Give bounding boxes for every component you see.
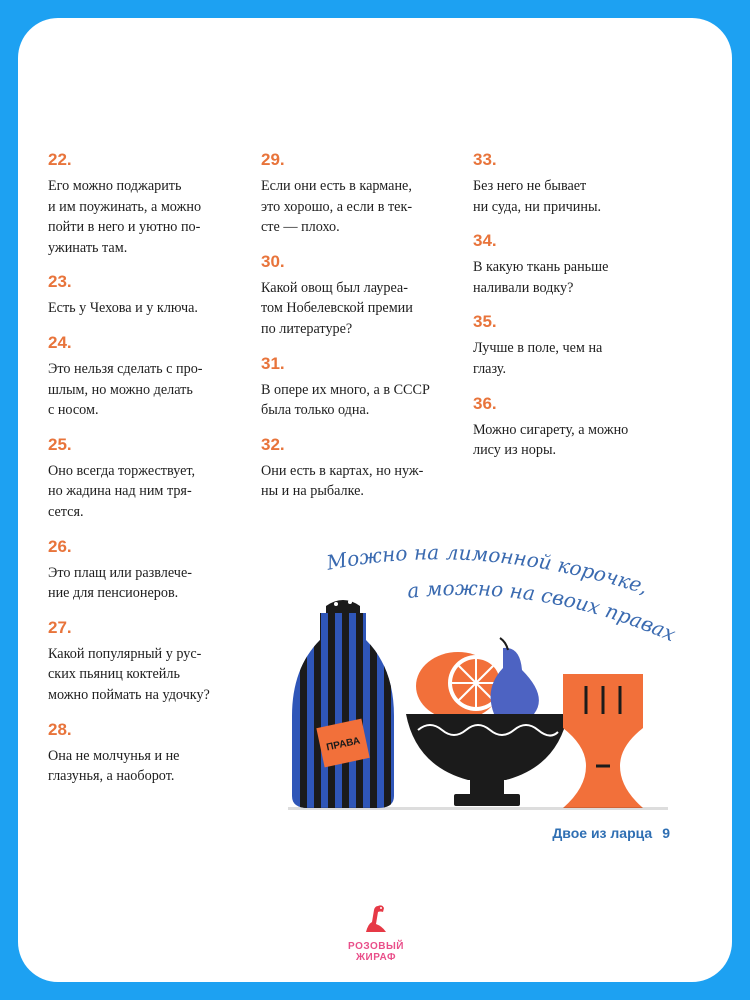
- illustration-caption-line2: а можно на своих правах: [406, 575, 680, 647]
- riddle-text: Они есть в картах, но нуж- ны и на рыбалке.: [261, 462, 424, 500]
- riddle-number: 23.: [48, 272, 72, 292]
- page-footer: [552, 825, 670, 841]
- riddle-item: [48, 272, 248, 319]
- publisher-name-line2: ЖИРАФ: [355, 952, 397, 963]
- riddle-column-2: [261, 150, 461, 516]
- riddle-number: 34.: [473, 231, 497, 251]
- publisher-logo: [336, 902, 416, 972]
- riddle-number: 24.: [48, 332, 72, 352]
- illustration-caption-line1: Можно на лимонной корочке,: [324, 540, 651, 599]
- bottle-icon: [292, 600, 394, 818]
- riddle-text: Без него не бывает ни суда, ни причины.: [473, 178, 602, 215]
- riddle-item: [473, 150, 673, 217]
- riddle-number: 35.: [473, 312, 497, 332]
- riddle-text: В какую ткань раньше наливали водку?: [473, 259, 609, 296]
- riddle-item: [48, 618, 248, 706]
- riddle-column-3: [473, 150, 673, 475]
- riddle-text: Это плащ или развлече- ние для пенсионеров.: [48, 564, 192, 602]
- riddle-number: 22.: [48, 150, 72, 169]
- riddle-item: [261, 354, 461, 421]
- publisher-name-line1: РОЗОВЫЙ: [348, 941, 404, 952]
- fruit-bowl-icon: [406, 638, 568, 806]
- riddle-text: В опере их много, а в СССР была только одна.: [261, 381, 430, 419]
- riddle-item: [48, 720, 248, 787]
- riddle-text: Лучше в поле, чем на глазу.: [473, 340, 603, 377]
- riddle-item: [48, 537, 248, 604]
- riddle-number: 27.: [48, 617, 72, 637]
- riddle-text: Какой овощ был лауреа- том Нобелевской премии по литературе?: [261, 279, 413, 337]
- riddle-number: 30.: [261, 251, 285, 271]
- riddle-number: 32.: [261, 434, 285, 454]
- riddle-item: [473, 231, 673, 298]
- riddle-text: Если они есть в кармане, это хорошо, а если в тек- сте — плохо.: [261, 178, 413, 236]
- riddle-item: [48, 150, 248, 258]
- riddle-text: Это нельзя сделать с про- шлым, но можно делать с носом.: [48, 360, 203, 419]
- riddle-item: [473, 312, 673, 379]
- giraffe-icon: [356, 902, 396, 936]
- riddle-item: [48, 333, 248, 421]
- riddle-text: Его можно поджарить и им поужинать, а можно пойти в него и уютно по- ужинать там.: [48, 178, 202, 256]
- riddle-item: [261, 435, 461, 502]
- riddle-item: [261, 150, 461, 238]
- riddle-number: 26.: [48, 536, 72, 556]
- riddle-item: [48, 435, 248, 523]
- book-title: Двое из ларца: [552, 825, 653, 841]
- riddle-number: 28.: [48, 719, 72, 739]
- riddle-column-1: [48, 150, 248, 801]
- riddle-item: [261, 252, 461, 340]
- riddle-number: 29.: [261, 150, 285, 169]
- riddle-text: Оно всегда торжествует, но жадина над ним тря- сется.: [48, 462, 196, 520]
- publisher-name: [336, 941, 416, 963]
- riddle-number: 36.: [473, 393, 497, 413]
- riddle-number: 25.: [48, 434, 72, 454]
- riddle-number: 33.: [473, 150, 497, 169]
- page-number: 9: [662, 825, 670, 841]
- riddle-text: Можно сигарету, а можно лису из норы.: [473, 421, 629, 459]
- still-life-illustration: [258, 518, 732, 818]
- riddle-text: Она не молчунья и не глазунья, а наоборот.: [48, 747, 180, 785]
- riddle-number: 31.: [261, 353, 285, 373]
- bottle-label: ПРАВА: [325, 735, 362, 754]
- riddle-text: Какой популярный у рус- ских пьяниц коктейль можно поймать на удочку?: [48, 645, 210, 703]
- vase-icon: [563, 674, 643, 808]
- riddle-text: Есть у Чехова и у ключа.: [48, 300, 198, 317]
- book-page: [18, 18, 732, 982]
- riddle-item: [473, 394, 673, 461]
